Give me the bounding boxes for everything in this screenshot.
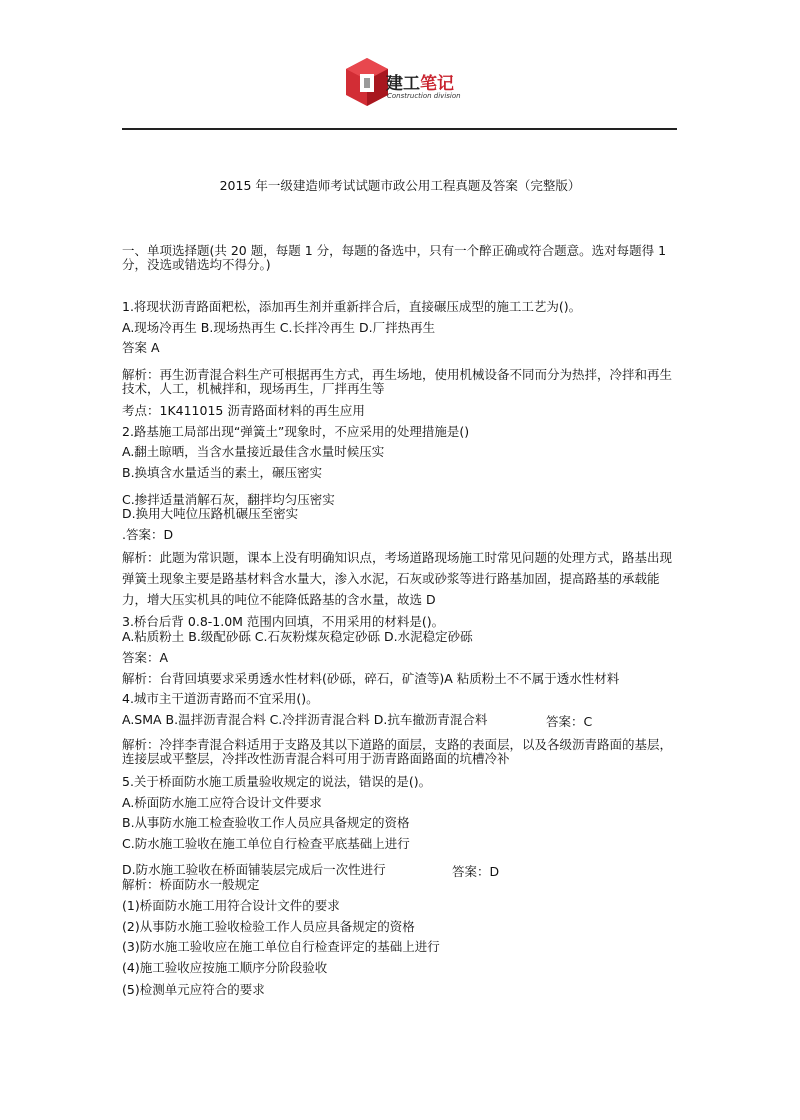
- question-1-answer: 答案 A: [122, 340, 160, 355]
- question-2-option-d: D.换用大吨位压路机碾压至密实: [122, 506, 299, 521]
- list-item: (1)桥面防水施工用符合设计文件的要求: [122, 898, 340, 913]
- logo-subtitle: Construction division: [387, 92, 461, 100]
- question-5: 5.关于桥面防水施工质量验收规定的说法，错误的是()。: [122, 774, 432, 789]
- list-item: (3)防水施工验收应在施工单位自行检查评定的基础上进行: [122, 939, 440, 954]
- list-item: (2)从事防水施工验收检验工作人员应具备规定的资格: [122, 919, 415, 934]
- question-1: 1.将现状沥青路面粑松，添加再生剂并重新拌合后，直接碾压成型的施工工艺为()。: [122, 299, 582, 314]
- question-2-analysis: 解析：此题为常识题，课本上没有明确知识点，考场道路现场施工时常见问题的处理方式，路基出现弹簧土现象主要是路基材料含水量大，渗入水泥，石灰或砂浆等进行路基加固，提高路基的承载能力，增大压实机具的吨位不能降低路基的含水量，故选 D: [122, 550, 673, 607]
- question-2-option-b: B.换填含水量适当的素土，碾压密实: [122, 465, 323, 480]
- question-4-analysis: 解析：冷拌李青混合料适用于支路及其以下道路的面层，支路的表面层，以及各级沥青路面的基层，连接层或平整层，冷拌改性沥青混合料可用于沥青路面路面的坑槽冷补: [122, 737, 673, 766]
- question-3-answer: 答案：A: [122, 650, 169, 665]
- question-3-options: A.粘质粉土 B.级配砂砾 C.石灰粉煤灰稳定砂砾 D.水泥稳定砂砾: [122, 629, 473, 644]
- question-5-option-a: A.桥面防水施工应符合设计文件要求: [122, 795, 322, 810]
- question-2-option-c: C.掺拌适量消解石灰，翻拌均匀压密实: [122, 492, 335, 507]
- question-5-analysis: 解析：桥面防水一般规定: [122, 877, 260, 892]
- question-1-analysis: 解析：再生沥青混合料生产可根据再生方式，再生场地，使用机械设备不同而分为热拌，冷拌和再生技术，人工，机械拌和，现场再生，厂拌再生等: [122, 367, 673, 396]
- question-3: 3.桥台后背 0.8-1.0M 范围内回填，不用采用的材料是()。: [122, 614, 445, 629]
- document-title: 2015 年一级建造师考试试题市政公用工程真题及答案（完整版）: [219, 178, 581, 193]
- question-5-option-b: B.从事防水施工检查验收工作人员应具备规定的资格: [122, 815, 410, 830]
- list-item: (5)检测单元应符合的要求: [122, 982, 265, 997]
- logo-title: 建工笔记: [386, 74, 454, 94]
- question-4-options: A.SMA B.温拌沥青混合料 C.冷拌沥青混合料 D.抗车撤沥青混合料: [122, 712, 488, 727]
- question-2-answer: .答案：D: [122, 527, 174, 542]
- header-divider: [122, 128, 677, 130]
- question-3-analysis: 解析：台背回填要求采勇透水性材料(砂砾，碎石，矿渣等)A 粘质粉土不不属于透水性材料: [122, 671, 620, 686]
- question-2: 2.路基施工局部出现“弹簧土”现象时，不应采用的处理措施是(): [122, 424, 470, 439]
- question-5-option-c: C.防水施工验收在施工单位自行检查平底基础上进行: [122, 836, 410, 851]
- list-item: (4)施工验收应按施工顺序分阶段验收: [122, 960, 328, 975]
- question-5-answer: 答案：D: [452, 864, 500, 879]
- logo-cube-icon: [344, 56, 390, 108]
- question-2-option-a: A.翻土晾晒，当含水量接近最佳含水量时候压实: [122, 444, 385, 459]
- question-4-answer: 答案：C: [546, 714, 593, 729]
- question-1-options: A.现场冷再生 B.现场热再生 C.长拌冷再生 D.厂拌热再生: [122, 320, 436, 335]
- brand-logo: [344, 56, 464, 112]
- section-header: 一、单项选择题(共 20 题，每题 1 分，每题的备选中，只有一个醉正确或符合题意。选对每题得 1 分，没选或错选均不得分。): [122, 243, 667, 272]
- question-5-option-d: D.防水施工验收在桥面铺装层完成后一次性进行: [122, 862, 386, 877]
- question-1-point: 考点：1K411015 沥青路面材料的再生应用: [122, 403, 365, 418]
- question-4: 4.城市主干道沥青路而不宜采用()。: [122, 691, 319, 706]
